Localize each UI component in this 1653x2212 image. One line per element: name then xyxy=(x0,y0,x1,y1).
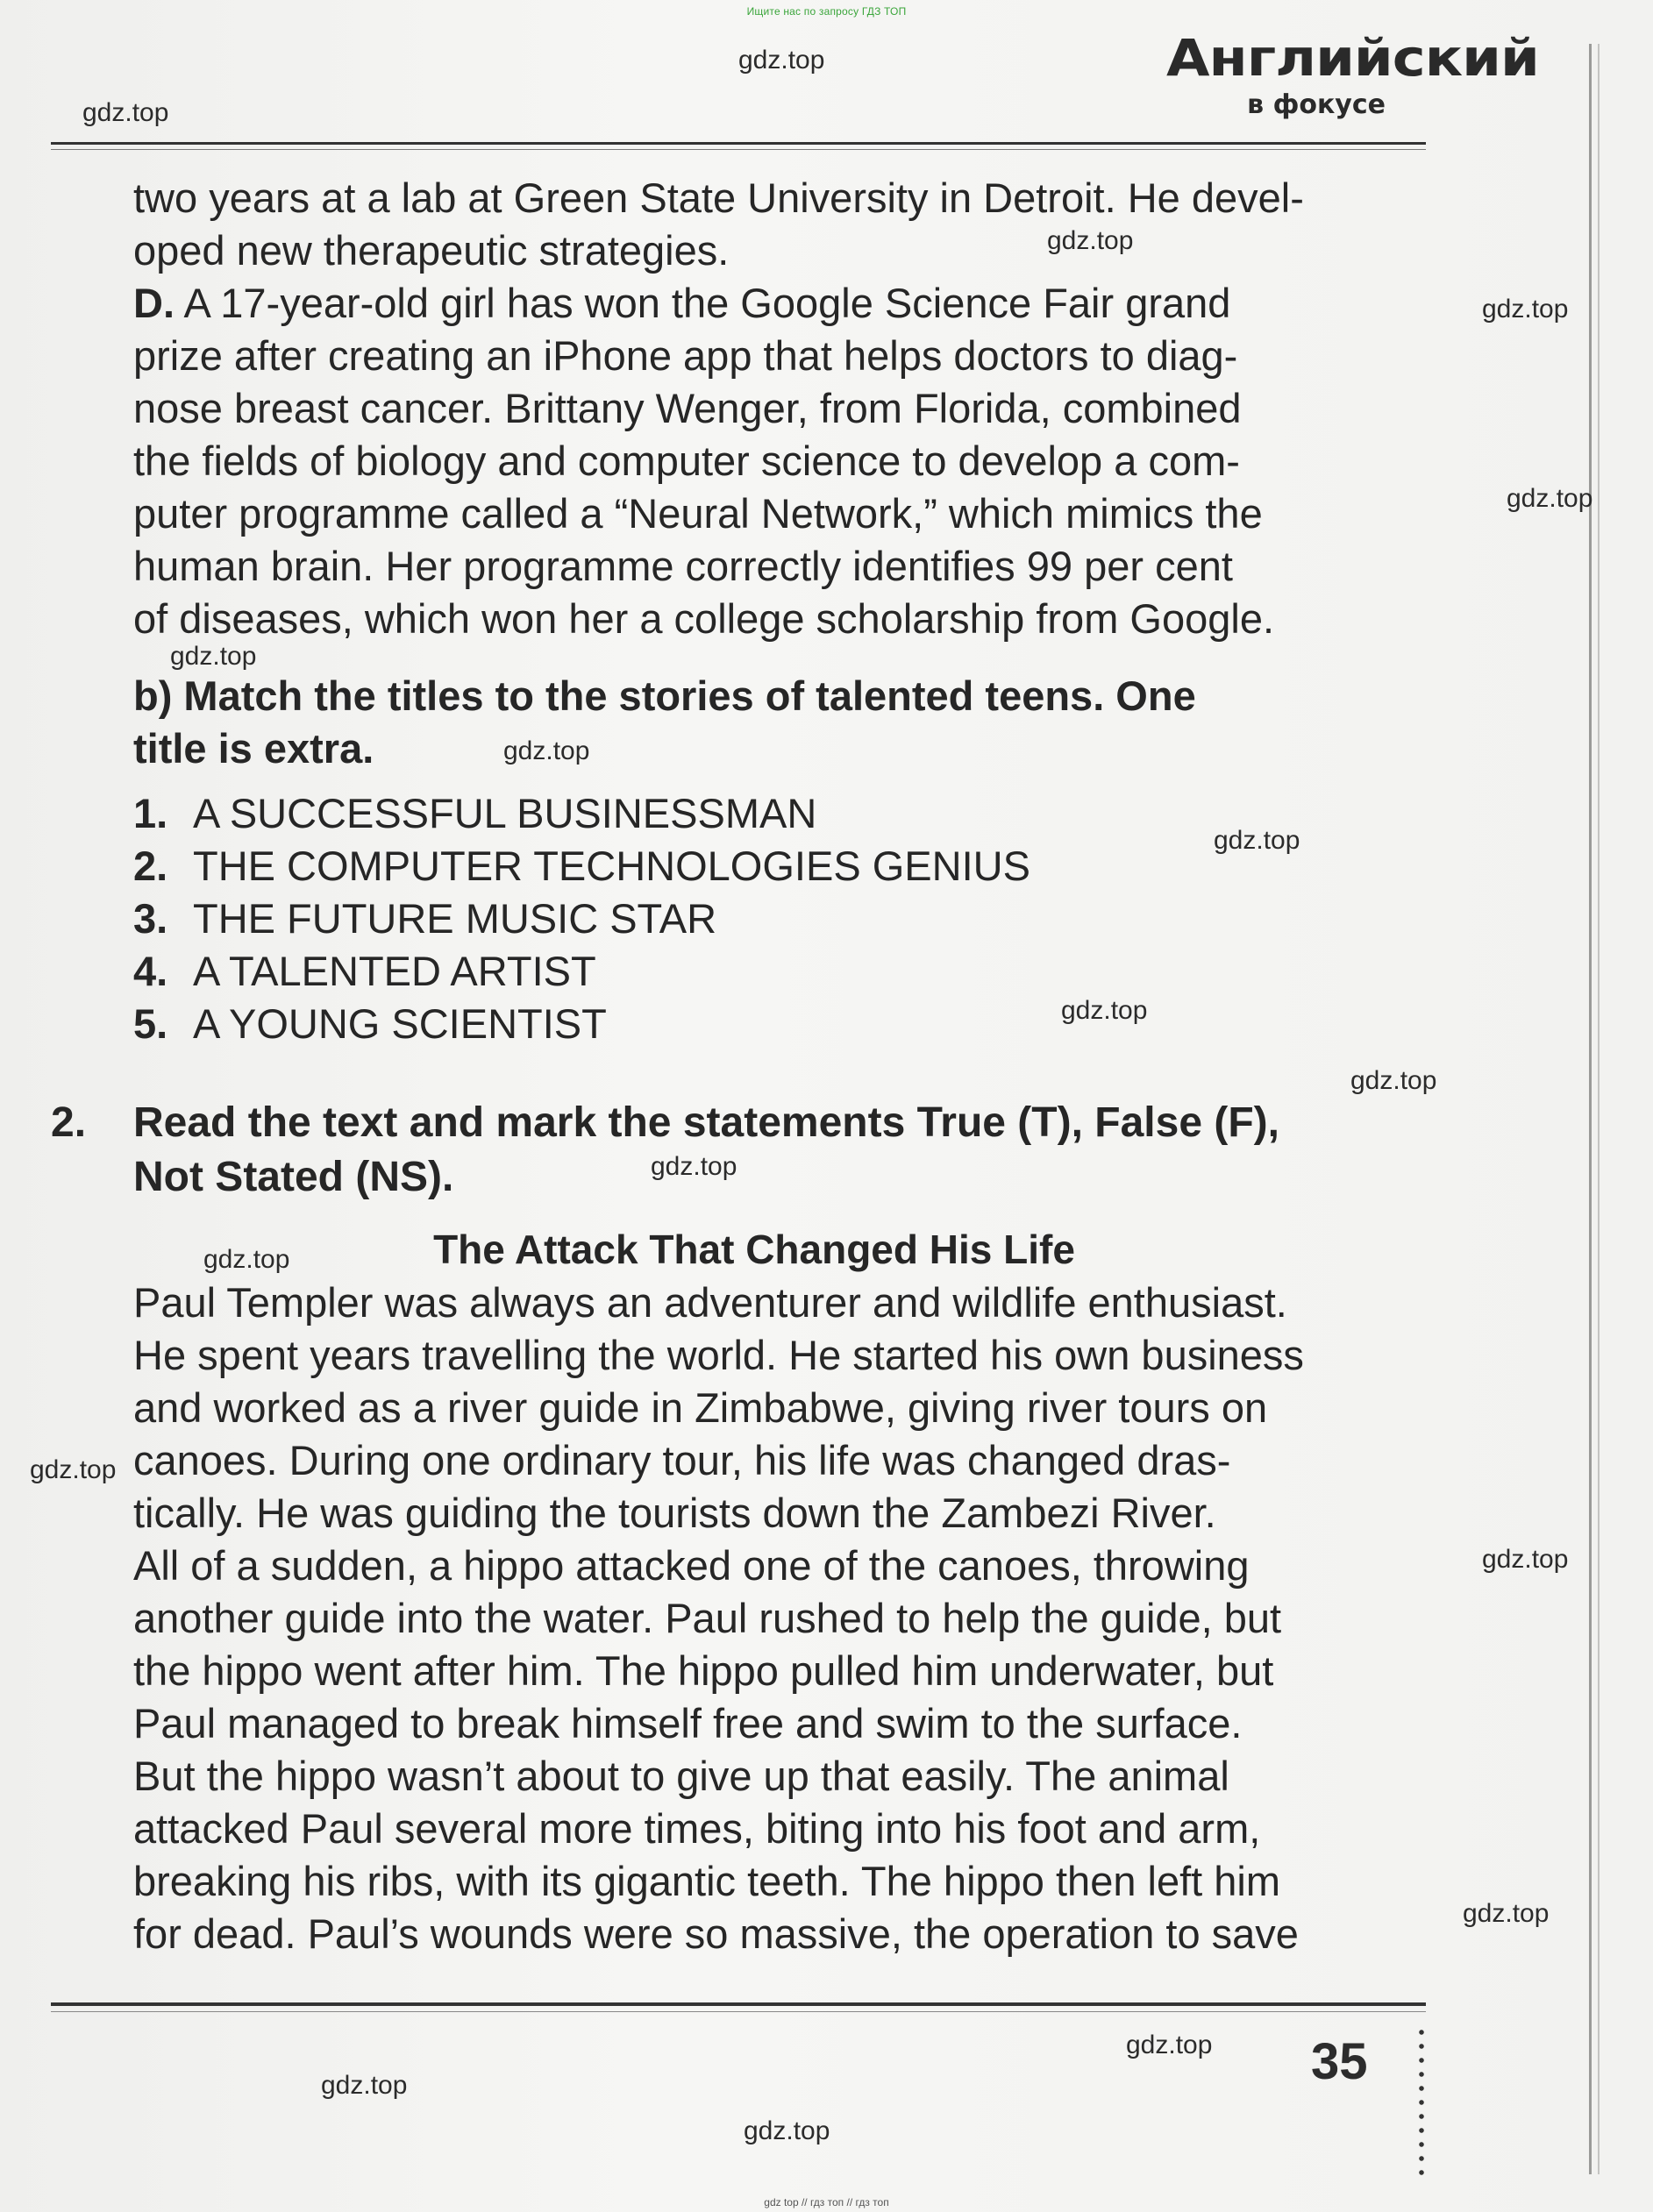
watermark: gdz.top xyxy=(82,98,169,127)
story-line: canoes. During one ordinary tour, his life was changed dras- xyxy=(133,1437,1231,1483)
watermark: gdz.top xyxy=(1463,1899,1550,1928)
story-line: and worked as a river guide in Zimbabwe, giving river tours on xyxy=(133,1384,1268,1431)
story-line: another guide into the water. Paul rushed to help the guide, but xyxy=(133,1595,1282,1641)
top-banner: Ищите нас по запросу ГДЗ ТОП xyxy=(746,5,907,18)
watermark: gdz.top xyxy=(170,642,257,671)
logo-subtitle: в фокусе xyxy=(1247,89,1386,120)
watermark: gdz.top xyxy=(1482,1545,1569,1574)
story-line: for dead. Paul’s wounds were so massive, the operation to save xyxy=(133,1910,1299,1957)
watermark: gdz.top xyxy=(1482,295,1569,324)
watermark: gdz.top xyxy=(1350,1066,1437,1095)
logo-title: Английский xyxy=(1166,29,1539,89)
page-edge-shadow xyxy=(1598,44,1600,2174)
watermark: gdz.top xyxy=(1126,2031,1213,2059)
story-line: All of a sudden, a hippo attacked one of the canoes, throwing xyxy=(133,1542,1250,1589)
paragraph-d-line: the fields of biology and computer science to develop a com- xyxy=(133,437,1240,484)
story-title: The Attack That Changed His Life xyxy=(433,1227,1075,1272)
footer-rule xyxy=(51,2002,1426,2006)
story-line: He spent years travelling the world. He started his own business xyxy=(133,1332,1304,1378)
watermark: gdz.top xyxy=(30,1455,117,1484)
watermark: gdz.top xyxy=(1214,826,1300,855)
paragraph-d-first-line xyxy=(133,277,1230,330)
title-item: THE FUTURE MUSIC STAR xyxy=(193,895,717,942)
paragraph-d-line: nose breast cancer. Brittany Wenger, from Florida, combined xyxy=(133,385,1242,431)
story-line: attacked Paul several more times, biting into his foot and arm, xyxy=(133,1805,1261,1852)
paragraph-c-line: oped new therapeutic strategies. xyxy=(133,227,730,274)
watermark: gdz.top xyxy=(744,2116,830,2145)
paragraph-d-line: puter programme called a “Neural Network,” which mimics the xyxy=(133,490,1263,537)
page-edge xyxy=(1589,44,1592,2174)
footer-dot-column xyxy=(1417,2025,1426,2183)
task-2-instruction: Not Stated (NS). xyxy=(133,1154,454,1200)
title-item: A YOUNG SCIENTIST xyxy=(193,1000,607,1047)
title-item-number: 3. xyxy=(133,895,168,942)
paragraph-d-line: of diseases, which won her a college scholarship from Google. xyxy=(133,595,1275,642)
paragraph-d-line: human brain. Her programme correctly identifies 99 per cent xyxy=(133,543,1233,589)
title-item: A TALENTED ARTIST xyxy=(193,948,596,994)
task-2-number: 2. xyxy=(51,1099,87,1146)
watermark: gdz.top xyxy=(1061,996,1148,1025)
title-item: A SUCCESSFUL BUSINESSMAN xyxy=(193,790,817,836)
paragraph-c-line: two years at a lab at Green State University in Detroit. He devel- xyxy=(133,174,1304,221)
header-rule-thin xyxy=(51,149,1426,150)
title-item-number: 5. xyxy=(133,1000,168,1047)
book-logo xyxy=(1166,29,1539,123)
story-line: But the hippo wasn’t about to give up that easily. The animal xyxy=(133,1753,1229,1799)
title-item: THE COMPUTER TECHNOLOGIES GENIUS xyxy=(193,843,1030,889)
watermark: gdz.top xyxy=(1047,226,1134,255)
story-line: breaking his ribs, with its gigantic teeth. The hippo then left him xyxy=(133,1858,1281,1904)
task-b-instruction: b) Match the titles to the stories of talented teens. One xyxy=(133,672,1196,719)
task-2-instruction: Read the text and mark the statements True (T), False (F), xyxy=(133,1099,1279,1146)
page-number: 35 xyxy=(1311,2033,1368,2090)
title-item-number: 4. xyxy=(133,948,168,994)
watermark: gdz.top xyxy=(321,2071,408,2100)
watermark: gdz.top xyxy=(1507,484,1593,513)
title-item-number: 1. xyxy=(133,790,168,836)
header-rule xyxy=(51,142,1426,145)
story-line: the hippo went after him. The hippo pulled him underwater, but xyxy=(133,1647,1274,1694)
footer-rule-thin xyxy=(51,2011,1426,2012)
bottom-banner: gdz top // гдз топ // гдз топ xyxy=(764,2196,889,2208)
task-b-instruction: title is extra. xyxy=(133,725,374,772)
watermark: gdz.top xyxy=(738,46,825,75)
paragraph-d-first-text: A 17-year-old girl has won the Google Science Fair grand xyxy=(175,280,1231,326)
story-line: Paul managed to break himself free and swim to the surface. xyxy=(133,1700,1243,1746)
story-line: tically. He was guiding the tourists down the Zambezi River. xyxy=(133,1490,1216,1536)
watermark: gdz.top xyxy=(651,1152,737,1181)
watermark: gdz.top xyxy=(203,1245,290,1274)
title-item-number: 2. xyxy=(133,843,168,889)
watermark: gdz.top xyxy=(503,736,590,765)
paragraph-d-line: prize after creating an iPhone app that helps doctors to diag- xyxy=(133,332,1238,379)
paragraph-d-letter: D. xyxy=(133,280,175,326)
story-line: Paul Templer was always an adventurer and wildlife enthusiast. xyxy=(133,1279,1287,1326)
